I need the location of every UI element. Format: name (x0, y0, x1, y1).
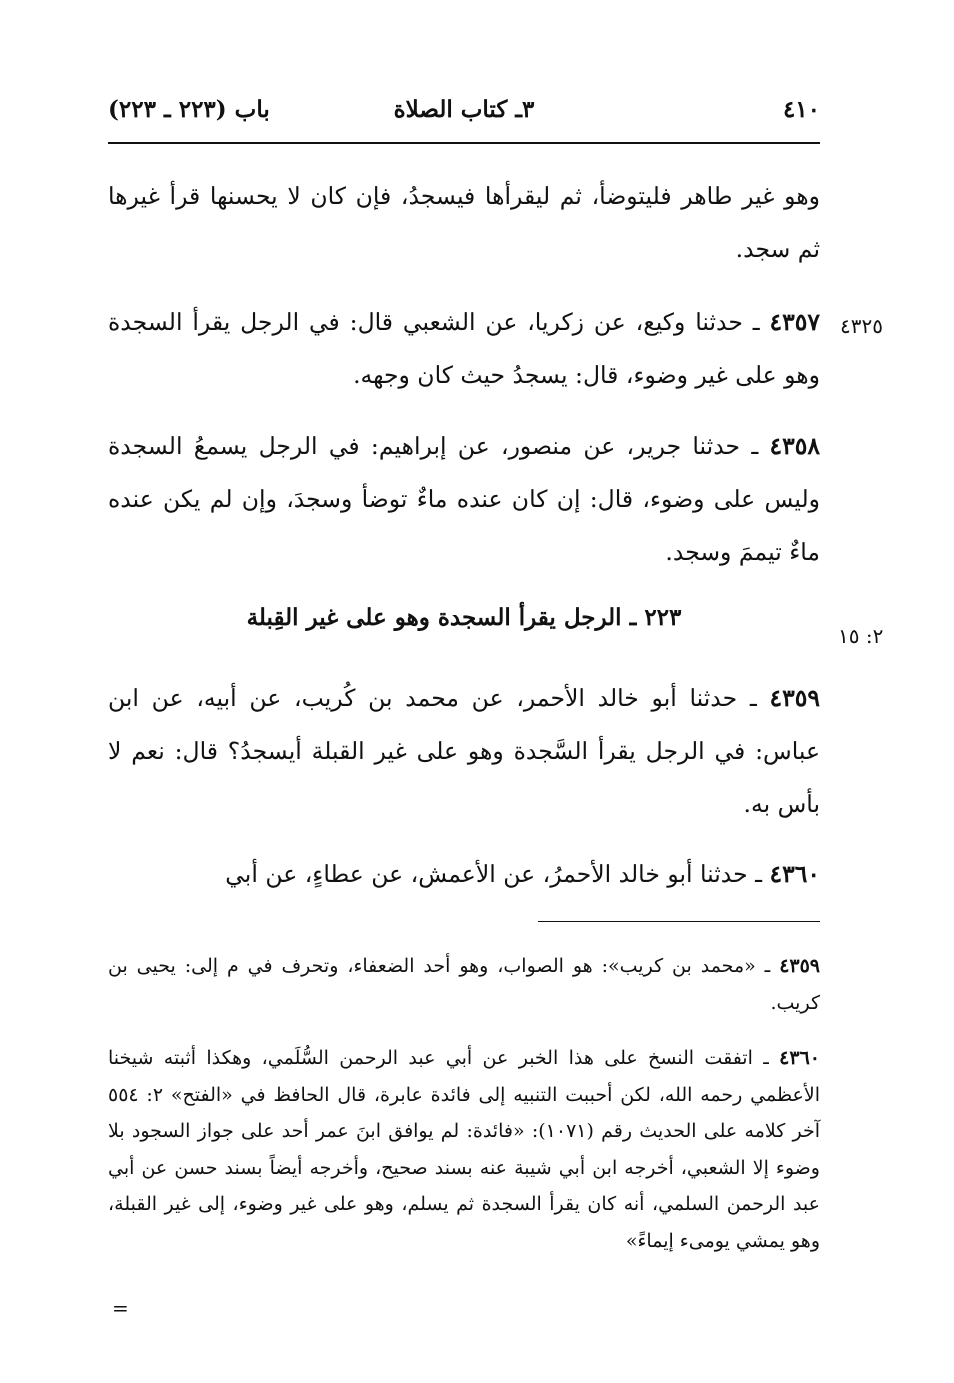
continuation-paragraph (108, 170, 820, 276)
hadith-number: ٤٣٥٧ (769, 308, 820, 336)
hadith-number: ٤٣٥٩ (769, 684, 820, 712)
hadith-4359 (108, 672, 820, 831)
bab-range: باب (٢٢٣ ـ ٢٢٣) (108, 96, 270, 123)
hadith-text: ـ حدثنا أبو خالد الأحمرُ، عن الأعمش، عن عطاءٍ، عن أبي (225, 860, 763, 888)
book-title: ٣ـ كتاب الصلاة (393, 96, 535, 123)
hadith-text: ـ حدثنا وكيع، عن زكريا، عن الشعبي قال: في الرجل يقرأ السجدة وهو على غير وضوء، قال: يسجدُ حيث كان وجهه. (108, 308, 820, 389)
hadith-4360 (108, 848, 820, 901)
footnote-separator (538, 921, 820, 922)
footnote-number: ٤٣٥٩ (779, 955, 821, 977)
margin-ref-4325: ٤٣٢٥ (840, 314, 883, 338)
hadith-text: ـ حدثنا جرير، عن منصور، عن إبراهيم: في الرجل يسمعُ السجدة وليس على وضوء، قال: إن كان عنده ماءٌ توضأ وسجدَ، وإن لم يكن عنده ماءٌ تيممَ وسجد. (108, 432, 820, 566)
header-rule (108, 142, 820, 144)
hadith-text: ـ حدثنا أبو خالد الأحمر، عن محمد بن كُريب، عن أبيه، عن ابن عباس: في الرجل يقرأ السَّجدة وهو على غير القبلة أيسجدُ؟ قال: نعم لا بأس به. (108, 684, 820, 818)
page-number: ٤١٠ (782, 96, 820, 123)
margin-ref-volume: ٢: ١٥ (838, 624, 884, 648)
running-header (108, 92, 820, 132)
continuation-text: وهو غير طاهر فليتوضأ، ثم ليقرأها فيسجدُ، فإن كان لا يحسنها قرأ غيرها ثم سجد. (108, 182, 820, 263)
footnote-4360 (108, 1040, 820, 1259)
chapter-heading: ٢٢٣ ـ الرجل يقرأ السجدة وهو على غير القِبلة (246, 604, 682, 631)
footnote-number: ٤٣٦٠ (779, 1047, 820, 1069)
footnote-4359 (108, 948, 820, 1021)
hadith-number: ٤٣٦٠ (769, 860, 820, 888)
footnote-text: ـ اتفقت النسخ على هذا الخبر عن أبي عبد الرحمن السُّلَمي، وهكذا أثبته شيخنا الأعظمي رحمه الله، لكن أحببت التنبيه إلى فائدة عابرة، قال الحافظ في «الفتح» ٢: ٥٥٤ آخر كلامه على الحديث رقم (١٠٧١): «فائدة: لم يوافق ابنَ عمر أحد على جواز السجود بلا وضوء إلا الشعبي، أخرجه ابن أبي شيبة عنه بسند صحيح، وأخرجه أيضاً بسند حسن عن أبي عبد الرحمن السلمي، أنه كان يقرأ السجدة ثم يسلم، وهو على غير وضوء، إلى غير القبلة، وهو يمشي يومىء إيماءً» (108, 1047, 821, 1252)
hadith-4358 (108, 420, 820, 579)
hadith-4357 (108, 296, 820, 402)
footnote-text: ـ «محمد بن كريب»: هو الصواب، وهو أحد الضعفاء، وتحرف في م إلى: يحيى بن كريب. (108, 955, 820, 1014)
hadith-number: ٤٣٥٨ (769, 432, 820, 460)
continuation-mark: = (112, 1296, 129, 1320)
